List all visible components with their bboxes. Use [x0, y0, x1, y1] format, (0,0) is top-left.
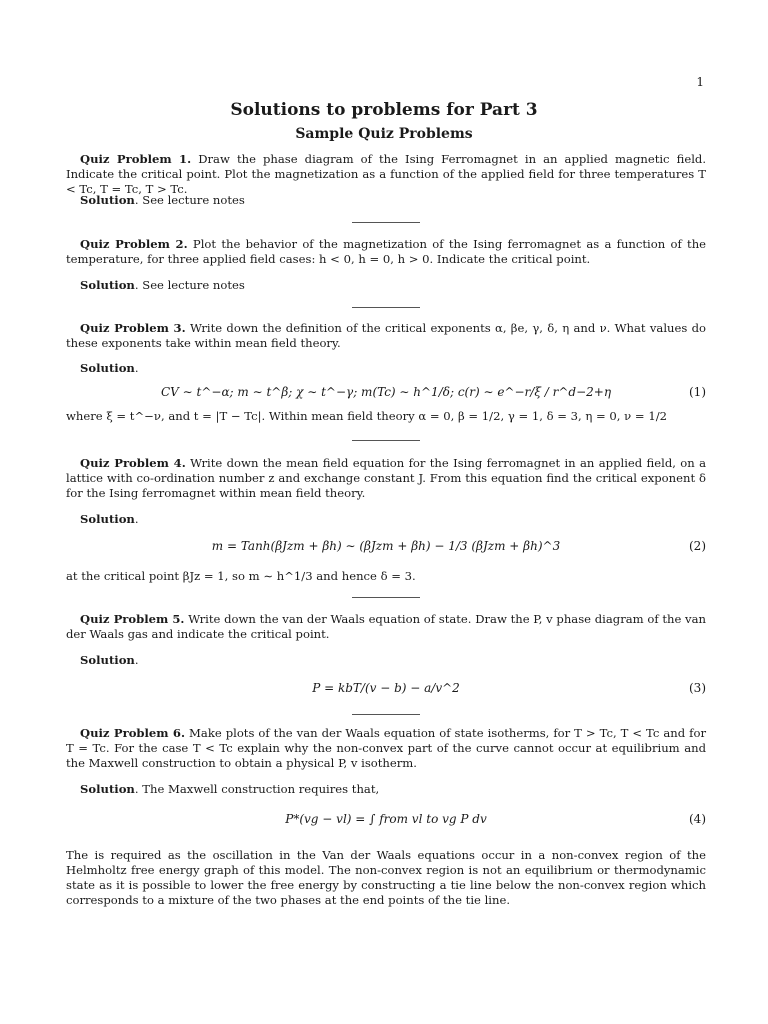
solution-text: . — [134, 512, 139, 526]
equation-4 — [66, 812, 706, 828]
solution-6 — [66, 782, 706, 797]
problem-6 — [66, 726, 706, 771]
equation-3 — [66, 681, 706, 697]
problem-label: Quiz Problem 3. — [80, 321, 186, 335]
problem-label: Quiz Problem 6. — [80, 726, 186, 740]
problem-text: Write down the definition of the critical exponents α, βe, γ, δ, η and ν. What values do these exponents take within mean field theory. — [66, 321, 707, 350]
problem-text: Plot the behavior of the magnetization of the Ising ferromagnet as a function of the temperature, for three applied field cases: h < 0, h = 0, h > 0. Indicate the critical point. — [66, 237, 707, 266]
solution-label: Solution — [80, 653, 135, 667]
problem-text: Write down the mean field equation for the Ising ferromagnet in an applied field, on a lattice with co-ordination number z and exchange constant J. From this equation find the critical exponent δ for the Ising ferromagnet within mean field theory. — [66, 456, 707, 500]
equation-number: (4) — [689, 812, 706, 826]
solution-text: . See lecture notes — [134, 193, 245, 207]
equation-body: m = Tanh(βJzm + βh) ∼ (βJzm + βh) − 1/3 (βJzm + βh)^3 — [211, 539, 561, 553]
solution-label: Solution — [80, 193, 135, 207]
solution-text: . — [134, 653, 139, 667]
problem-1 — [66, 152, 706, 197]
solution-1 — [66, 193, 706, 208]
problem-text: Write down the van der Waals equation of state. Draw the P, v phase diagram of the van der Waals gas and indicate the critical point. — [66, 612, 706, 641]
equation-body: CV ∼ t^−α; m ∼ t^β; χ ∼ t^−γ; m(Tc) ∼ h^1/δ; c(r) ∼ e^−r/ξ / r^d−2+η — [160, 385, 612, 399]
solution-3 — [66, 361, 706, 376]
solution-6-text: The is required as the oscillation in the Van der Waals equations occur in a non-convex region of the Helmholtz free energy graph of this model. The non-convex region is not an equilibrium or thermodynamic state as it is possible to lower the free energy by constructing a tie line below the non-convex region which corresponds to a mixture of the two phases at the end points of the tie line. — [66, 848, 706, 907]
solution-2 — [66, 278, 706, 293]
solution-label: Solution — [80, 782, 135, 796]
section-subtitle: Sample Quiz Problems — [295, 126, 473, 142]
separator — [352, 222, 420, 223]
equation-2 — [66, 539, 706, 555]
problem-3 — [66, 321, 706, 351]
page-number: 1 — [696, 75, 704, 89]
separator — [352, 597, 420, 598]
equation-body: P = kbT/(v − b) − a/v^2 — [312, 681, 460, 695]
solution-label: Solution — [80, 278, 135, 292]
problem-label: Quiz Problem 5. — [80, 612, 185, 626]
solution-4 — [66, 512, 706, 527]
solution-4-text: at the critical point βJz = 1, so m ∼ h^1/3 and hence δ = 3. — [66, 569, 416, 583]
problem-text: Make plots of the van der Waals equation of state isotherms, for T > Tc, T < Tc and for T = Tc. For the case T < Tc explain why the non-convex part of the curve cannot occur at equilibrium and the Maxwell construction to obtain a physical P, v isotherm. — [66, 726, 706, 770]
solution-5 — [66, 653, 706, 668]
separator — [352, 440, 420, 441]
separator — [352, 307, 420, 308]
solution-text: . — [134, 361, 139, 375]
problem-5 — [66, 612, 706, 642]
solution-3-text: where ξ = t^−ν, and t = |T − Tc|. Within mean field theory α = 0, β = 1/2, γ = 1, δ = 3, η = 0, ν = 1/2 — [66, 409, 667, 423]
problem-4 — [66, 456, 706, 501]
solution-label: Solution — [80, 512, 135, 526]
problem-2 — [66, 237, 706, 267]
solution-text: . The Maxwell construction requires that, — [134, 782, 380, 796]
equation-number: (3) — [689, 681, 706, 695]
solution-text: . See lecture notes — [134, 278, 245, 292]
solution-label: Solution — [80, 361, 135, 375]
problem-text: Draw the phase diagram of the Ising Ferromagnet in an applied magnetic field. Indicate the critical point. Plot the magnetization as a function of the applied field for three temperatures T < Tc, T = Tc, T > Tc. — [66, 152, 707, 196]
equation-body: P*(vg − vl) = ∫ from vl to vg P dv — [285, 812, 487, 826]
equation-1 — [66, 385, 706, 401]
problem-label: Quiz Problem 1. — [80, 152, 192, 166]
document-title: Solutions to problems for Part 3 — [230, 100, 538, 120]
equation-number: (2) — [689, 539, 706, 553]
problem-label: Quiz Problem 2. — [80, 237, 188, 251]
equation-number: (1) — [689, 385, 706, 399]
separator — [352, 714, 420, 715]
problem-label: Quiz Problem 4. — [80, 456, 186, 470]
